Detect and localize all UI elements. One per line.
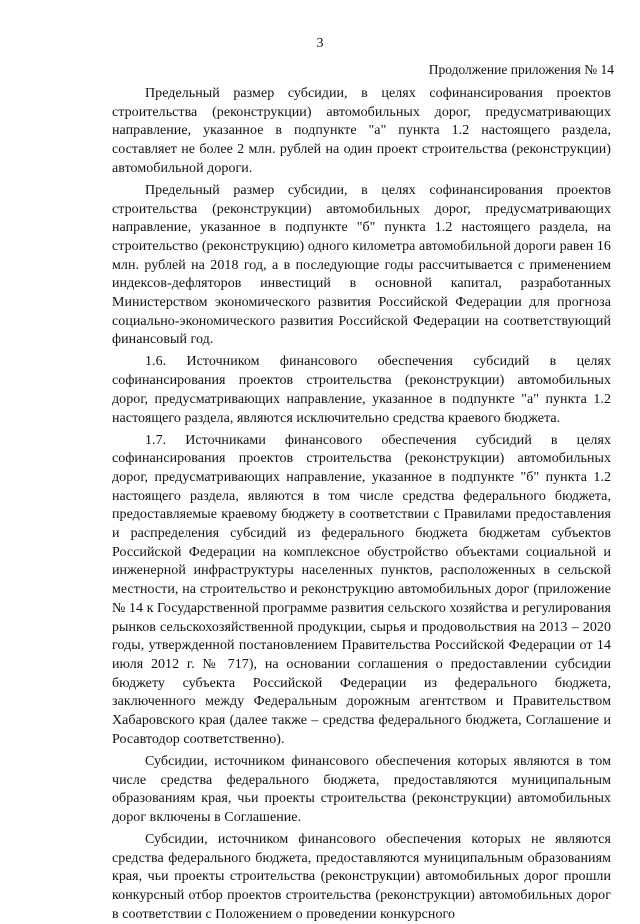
paragraph-federal-subsidies: Субсидии, источником финансового обеспечения которых являются в том числе средства федерального бюджета, предоставляются муниципальным образованиям края, чьи проекты строительства (реконструкции) автомобильных дорог включены в Соглашение. xyxy=(112,753,611,825)
appendix-continuation-note: Продолжение приложения № 14 xyxy=(428,62,614,77)
paragraph-subsidy-limit-a: Предельный размер субсидии, в целях софинансирования проектов строительства (реконструкции) автомобильных дорог, предусматривающих направление, указанное в подпункте "а" пункта 1.2 настоящего раздела, составляет не более 2 млн. рублей на один проект строительства (реконструкции) автомобильной дороги. xyxy=(112,86,611,176)
paragraph-subsidy-limit-b: Предельный размер субсидии, в целях софинансирования проектов строительства (реконструкции) автомобильных дорог, предусматривающих направление, указанное в подпункте "б" пункта 1.2 настоящего раздела, на строительство (реконструкцию) одного километра автомобильной дороги равен 16 млн. рублей на 2018 год, а в последующие годы рассчитывается с применением индексов-дефляторов инвестиций в основной капитал, разработанных Министерством экономического развития Российской Федерации для прогноза социально-экономического развития Российской Федерации на соответствующий финансовый год. xyxy=(112,182,611,348)
page-number: 3 xyxy=(316,36,324,51)
paragraph-section-1-6: 1.6. Источником финансового обеспечения субсидий в целях софинансирования проектов строительства (реконструкции) автомобильных дорог, предусматривающих направление, указанное в подпункте "а" пункта 1.2 настоящего раздела, являются исключительно средства краевого бюджета. xyxy=(112,354,611,426)
paragraph-section-1-7: 1.7. Источниками финансового обеспечения субсидий в целях софинансирования проектов строительства (реконструкции) автомобильных дорог, предусматривающих направление, указанное в подпункте "б" пункта 1.2 настоящего раздела, являются в том числе средства федерального бюджета, предоставляемые краевому бюджету в соответствии с Правилами предоставления и распределения субсидий из федерального бюджета бюджетам субъектов Российской Федерации на комплексное обустройство объектами социальной и инженерной инфраструктуры населенных пунктов, расположенных в сельской местности, на строительство и реконструкцию автомобильных дорог (приложение № 14 к Государственной программе развития сельского хозяйства и регулирования рынков сельскохозяйственной продукции, сырья и продовольствия на 2013 – 2020 годы, утвержденной постановлением Правительства Российской Федерации от 14 июля 2012 г. № 717), на основании соглашения о предоставлении субсидии бюджету субъекта Российской Федерации из федерального бюджета, заключенного между Федеральным дорожным агентством и Правительством Хабаровского края (далее также – средства федерального бюджета, Соглашение и Росавтодор соответственно). xyxy=(112,432,611,747)
paragraph-nonfederal-subsidies: Субсидии, источником финансового обеспечения которых не являются средства федерального бюджета, предоставляются муниципальным образованиям края, чьи проекты строительства (реконструкции) автомобильных дорог прошли конкурсный отбор проектов строительства (реконструкции) автомобильных дорог в соответствии с Положением о проведении конкурсного xyxy=(112,831,611,922)
document-body xyxy=(112,85,611,924)
